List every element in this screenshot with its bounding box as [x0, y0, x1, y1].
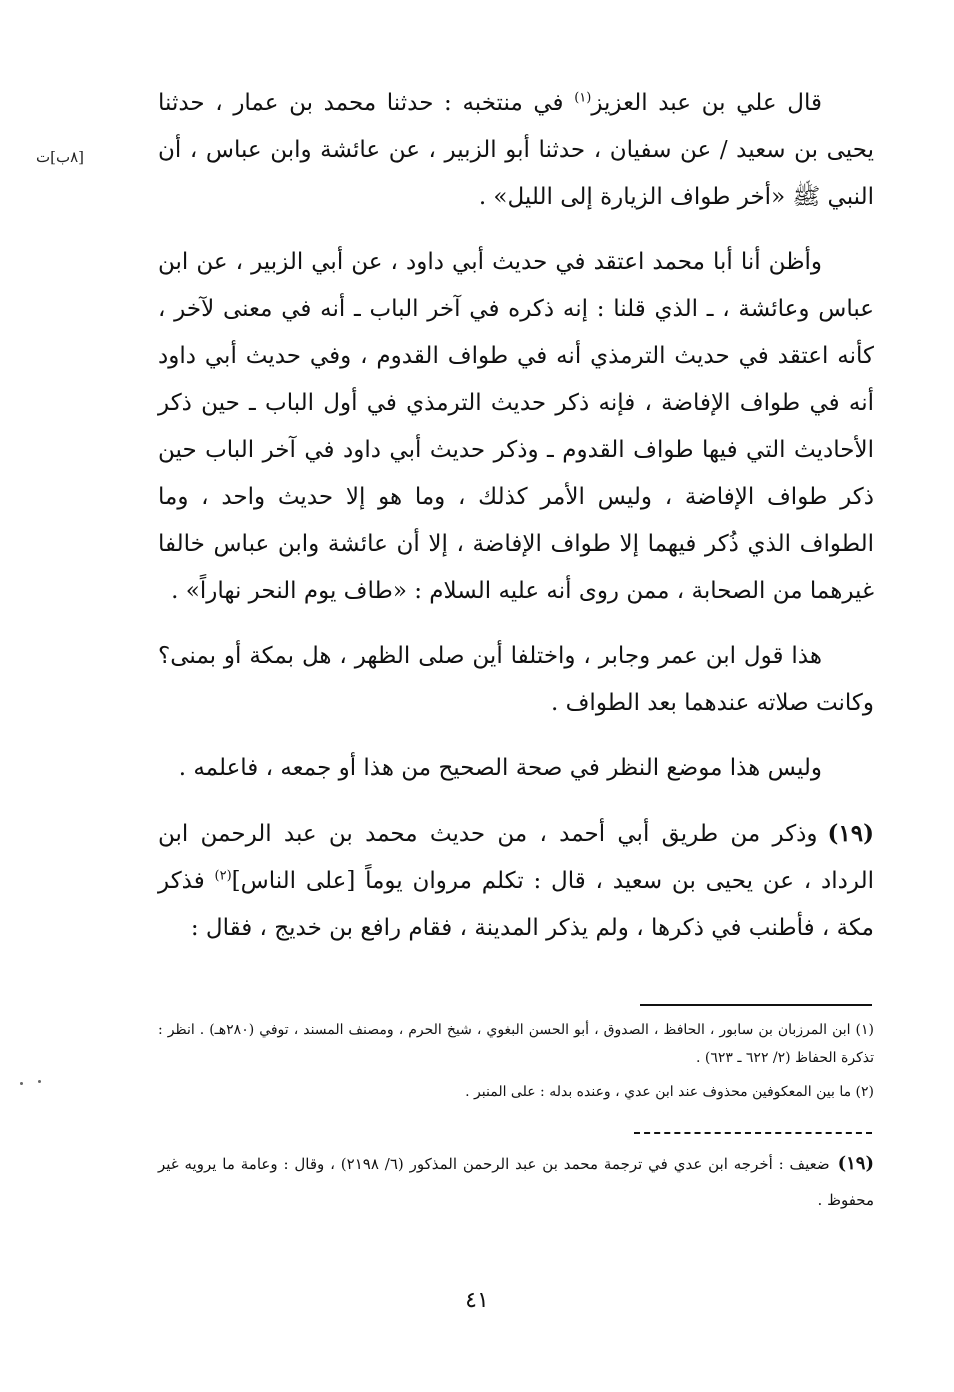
paragraph: [158, 745, 874, 792]
footnote-1: (١) ابن المرزبان بن سابور ، الحافظ ، الصدوق ، أبو الحسن البغوي ، شيخ الحرم ، ومصنف المسند ، توفي (٢٨٠هـ) . انظر : تذكرة الحفاظ (٢/ ٦٢٢ ـ ٦٢٣) .: [158, 1022, 874, 1066]
footnote-2: (٢) ما بين المعكوفين محذوف عند ابن عدي ، وعنده بدله : على المنبر .: [465, 1084, 874, 1100]
hadith-notes-separator: [634, 1132, 872, 1134]
footnote-reference: (١): [574, 90, 592, 106]
paragraph-text: وأظن أنا أبا محمد اعتقد في حديث أبي داود ، عن أبي الزبير ، عن ابن عباس وعائشة ، ـ الذي قلنا : إنه ذكره في آخر الباب ـ أنه في معنى لآخر ، كأنه اعتقد في حديث الترمذي أنه في طواف القدوم ، وفي حديث أبي داود أنه في طواف الإفاضة ، فإنه ذكر حديث الترمذي في أول الباب ـ حين ذكر الأحاديث التي فيها طواف القدوم ـ وذكر حديث أبي داود في آخر الباب حين ذكر طواف الإفاضة ، وليس الأمر كذلك ، وما هو إلا حديث واحد ، وما الطواف الذي ذُكر فيهما إلا طواف الإفاضة ، إلا أن عائشة وابن عباس خالفا غيرهما من الصحابة ، ممن روى أنه عليه السلام : «طاف يوم النحر نهاراً» .: [158, 249, 874, 604]
hadith-grading-note: [158, 1146, 874, 1218]
paragraph: [158, 633, 874, 727]
paragraph: [158, 239, 874, 615]
margin-manuscript-marker: [٨ب]ت: [36, 148, 85, 166]
main-text: [158, 80, 874, 970]
paragraph-text: قال علي بن عبد العزيز: [591, 90, 822, 116]
hadith-text-continued: فذكر مكة ، فأطنب في ذكرها ، ولم يذكر المدينة ، فقام رافع بن خديج ، فقال :: [158, 868, 874, 941]
footnote-reference: (٢): [214, 868, 232, 884]
hadith-paragraph: [158, 810, 874, 952]
scan-speck: [38, 1080, 41, 1083]
page-number: ٤١: [465, 1288, 489, 1313]
footnote-separator: [640, 1004, 872, 1006]
hadith-note-text: ضعيف : أخرجه ابن عدي في ترجمة محمد بن عبد الرحمن المذكور (٦/ ٢١٩٨) ، وقال : وعامة ما يرويه غير محفوظ .: [158, 1155, 874, 1209]
hadith-text: وذكر من طريق أبي أحمد ، من حديث محمد بن عبد الرحمن ابن الرداد ، عن يحيى بن سعيد ، قال : تكلم مروان يوماً [على الناس]: [158, 821, 874, 894]
paragraph: [158, 80, 874, 221]
scan-speck: [20, 1082, 23, 1085]
paragraph-text: هذا قول ابن عمر وجابر ، واختلفا أين صلى الظهر ، هل بمكة أو بمنى؟ وكانت صلاته عندهما بعد الطواف .: [158, 643, 874, 716]
hadith-number: (١٩): [827, 820, 874, 847]
hadith-note-number: (١٩): [837, 1153, 874, 1174]
paragraph-text: وليس هذا موضع النظر في صحة الصحيح من هذا أو جمعه ، فاعلمه .: [178, 755, 822, 781]
paragraph-text-continued: في منتخبه : حدثنا محمد بن عمار ، حدثنا يحيى بن سعيد / عن سفيان ، حدثنا أبو الزبير ، عن عائشة وابن عباس ، أن النبي ﷺ «أخر طواف الزيارة إلى الليل» .: [158, 90, 874, 210]
